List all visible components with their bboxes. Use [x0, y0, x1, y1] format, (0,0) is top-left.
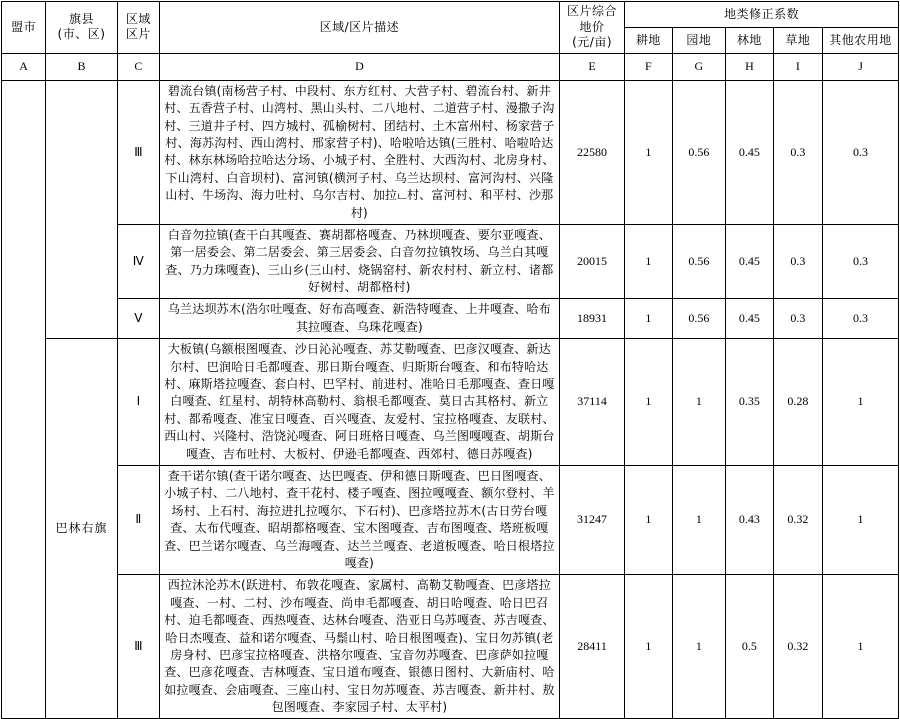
- cell-coef-grassland: 0.32: [773, 465, 822, 574]
- cell-coef-grassland: 0.28: [773, 339, 822, 466]
- cell-price: 20015: [559, 224, 624, 299]
- table-header: [2, 2, 899, 81]
- cell-zone: Ⅳ: [117, 224, 159, 299]
- cell-coef-other: 1: [823, 465, 899, 574]
- cell-zone: Ⅰ: [117, 339, 159, 466]
- letter-j: J: [823, 53, 899, 80]
- table-body: [2, 80, 899, 719]
- cell-coef-forest: 0.45: [726, 224, 773, 299]
- cell-coef-grassland: 0.3: [773, 299, 822, 339]
- header-coefficient-group: 地类修正系数: [625, 2, 899, 28]
- cell-coef-farmland: 1: [625, 465, 672, 574]
- letter-a: A: [2, 53, 46, 80]
- header-description: 区域/区片描述: [159, 2, 559, 54]
- cell-coef-farmland: 1: [625, 299, 672, 339]
- cell-coef-orchard: 0.56: [672, 224, 726, 299]
- header-coef-grassland: 草地: [773, 27, 822, 53]
- header-coef-orchard: 园地: [672, 27, 726, 53]
- cell-coef-farmland: 1: [625, 80, 672, 224]
- cell-coef-other: 0.3: [823, 224, 899, 299]
- letter-h: H: [726, 53, 773, 80]
- table-row: [2, 339, 899, 466]
- header-coef-other: 其他农用地: [823, 27, 899, 53]
- header-county-line1: 旗县: [68, 11, 94, 26]
- cell-price: 31247: [559, 465, 624, 574]
- cell-price: 22580: [559, 80, 624, 224]
- cell-coef-orchard: 1: [672, 339, 726, 466]
- table-row: [2, 299, 899, 339]
- cell-coef-grassland: 0.32: [773, 575, 822, 719]
- column-letter-row: [2, 53, 899, 80]
- header-price-line2: 地价: [579, 19, 605, 34]
- header-row-1: [2, 2, 899, 28]
- table-row: [2, 224, 899, 299]
- header-coef-forest: 林地: [726, 27, 773, 53]
- header-city: 盟市: [2, 2, 46, 54]
- header-zone: [117, 2, 159, 54]
- cell-description: 白音勿拉镇(查干白其嘎查、赛胡都格嘎查、乃林坝嘎查、要尔亚嘎查、第一居委会、第二居委会、第三居委会、白音勿拉镇牧场、乌兰白其嘎查、乃力珠嘎查)、三山乡(三山村、烧锅窑村、新农村村、新立村、诸都好树村、胡都格村): [159, 224, 559, 299]
- letter-f: F: [625, 53, 672, 80]
- header-price-line3: (元/亩): [572, 35, 613, 50]
- cell-description: 西拉沐沦苏木(跃进村、布敦花嘎查、家属村、高勒艾勒嘎查、巴彦塔拉嘎查、一村、二村、沙布嘎查、尚申毛都嘎查、胡日哈嘎查、哈日巴召村、迫毛都嘎查、西热嘎查、达林台嘎查、浩亚日乌苏嘎查、苏吉嘎查、哈日杰嘎查、益和诺尔嘎查、马鬃山村、哈日根图嘎查)、宝日勿苏镇(老房身村、巴彦宝拉格嘎查、洪格尔嘎查、宝音勿苏嘎查、巴彦萨如拉嘎查、巴彦花嘎查、吉林嘎查、宝日道布嘎查、银德日图村、大新庙村、哈如拉嘎查、会庙嘎查、三座山村、宝日勿苏嘎查、苏吉嘎查、新井村、敖包图嘎查、李家园子村、太平村): [159, 575, 559, 719]
- header-price: [559, 2, 624, 54]
- cell-coef-forest: 0.45: [726, 299, 773, 339]
- cell-description: 碧流台镇(南杨营子村、中段村、东方红村、大营子村、碧流台村、新井村、五香营子村、山湾村、黑山头村、二八地村、二道营子村、漫撒子沟村、三道井子村、四方城村、孤榆树村、团结村、土木富州村、杨家营子村、海苏沟村、西山湾村、邢家营子村)、哈啦哈达镇(三胜村、哈啦哈达村、林东林场哈拉哈达分场、小城子村、全胜村、大西沟村、北房身村、下山湾村、白音坝村)、富河镇(横河子村、乌兰达坝村、富河沟村、兴隆山村、牛场沟、海力吐村、乌尔吉村、加拉ட村、富河村、和平村、沙那村): [159, 80, 559, 224]
- cell-coef-other: 1: [823, 339, 899, 466]
- cell-zone: Ⅲ: [117, 575, 159, 719]
- cell-price: 37114: [559, 339, 624, 466]
- cell-coef-orchard: 1: [672, 465, 726, 574]
- cell-price: 28411: [559, 575, 624, 719]
- letter-i: I: [773, 53, 822, 80]
- table-row: [2, 575, 899, 719]
- cell-coef-grassland: 0.3: [773, 224, 822, 299]
- cell-description: 大板镇(乌额根图嘎查、沙日沁沁嘎查、苏艾勒嘎查、巴彦汉嘎查、新达尔村、巴润哈日毛都嘎查、那日斯台嘎查、归斯斯台嘎查、和布特哈达村、麻斯塔拉嘎查、套白村、巴罕村、前进村、准哈日毛那嘎查、查日嘎白嘎查、红星村、胡特林高勒村、翁根毛都嘎查、莫日古其格村、新立村、都希嘎查、准宝日嘎查、百兴嘎查、友爱村、宝拉格嘎查、友联村、西山村、兴隆村、浩饶沁嘎查、阿日班格日嘎查、乌兰图嘎嘎查、胡斯台嘎查、吉布吐村、大板村、伊逊毛都嘎查、西郊村、德日苏嘎查): [159, 339, 559, 466]
- letter-b: B: [46, 53, 118, 80]
- header-zone-line1: 区域: [125, 11, 151, 26]
- cell-coef-orchard: 0.56: [672, 80, 726, 224]
- table-row: [2, 80, 899, 224]
- cell-coef-orchard: 1: [672, 575, 726, 719]
- cell-zone: Ⅱ: [117, 465, 159, 574]
- letter-g: G: [672, 53, 726, 80]
- cell-coef-other: 1: [823, 575, 899, 719]
- cell-coef-orchard: 0.56: [672, 299, 726, 339]
- cell-county-blank: [46, 80, 118, 338]
- letter-c: C: [117, 53, 159, 80]
- header-zone-line2: 区片: [125, 27, 151, 42]
- cell-zone: Ⅲ: [117, 80, 159, 224]
- header-county: [46, 2, 118, 54]
- letter-e: E: [559, 53, 624, 80]
- letter-d: D: [159, 53, 559, 80]
- cell-coef-forest: 0.45: [726, 80, 773, 224]
- header-price-line1: 区片综合: [567, 4, 618, 18]
- cell-price: 18931: [559, 299, 624, 339]
- cell-coef-grassland: 0.3: [773, 80, 822, 224]
- cell-coef-forest: 0.35: [726, 339, 773, 466]
- cell-coef-farmland: 1: [625, 339, 672, 466]
- land-price-table: [1, 1, 899, 719]
- cell-coef-forest: 0.43: [726, 465, 773, 574]
- header-coef-farmland: 耕地: [625, 27, 672, 53]
- cell-city: [2, 80, 46, 719]
- header-county-line2: (市、区): [57, 27, 106, 42]
- cell-coef-farmland: 1: [625, 575, 672, 719]
- cell-county: 巴林右旗: [46, 339, 118, 719]
- cell-coef-other: 0.3: [823, 80, 899, 224]
- cell-description: 乌兰达坝苏木(浩尔吐嘎查、好布高嘎查、新浩特嘎查、上井嘎查、哈布其拉嘎查、乌珠花嘎查): [159, 299, 559, 339]
- cell-coef-other: 0.3: [823, 299, 899, 339]
- document-sheet: [0, 1, 898, 719]
- table-row: [2, 465, 899, 574]
- cell-coef-forest: 0.5: [726, 575, 773, 719]
- cell-description: 查干诺尔镇(查干诺尔嘎查、达巴嘎查、伊和德日斯嘎查、巴日图嘎查、小城子村、二八地村、查干花村、楼子嘎查、图拉嘎嘎查、额尔登村、羊场村、上石村、海拉进扎拉嘎尔、下石村)、巴彦塔拉苏木(古日劳台嘎查、太布代嘎查、昭胡都格嘎查、宝木图嘎查、吉布图嘎查、塔班板嘎查、巴兰诺尔嘎查、乌兰海嘎查、达兰兰嘎查、老道板嘎查、哈日根塔拉嘎查): [159, 465, 559, 574]
- cell-coef-farmland: 1: [625, 224, 672, 299]
- cell-zone: Ⅴ: [117, 299, 159, 339]
